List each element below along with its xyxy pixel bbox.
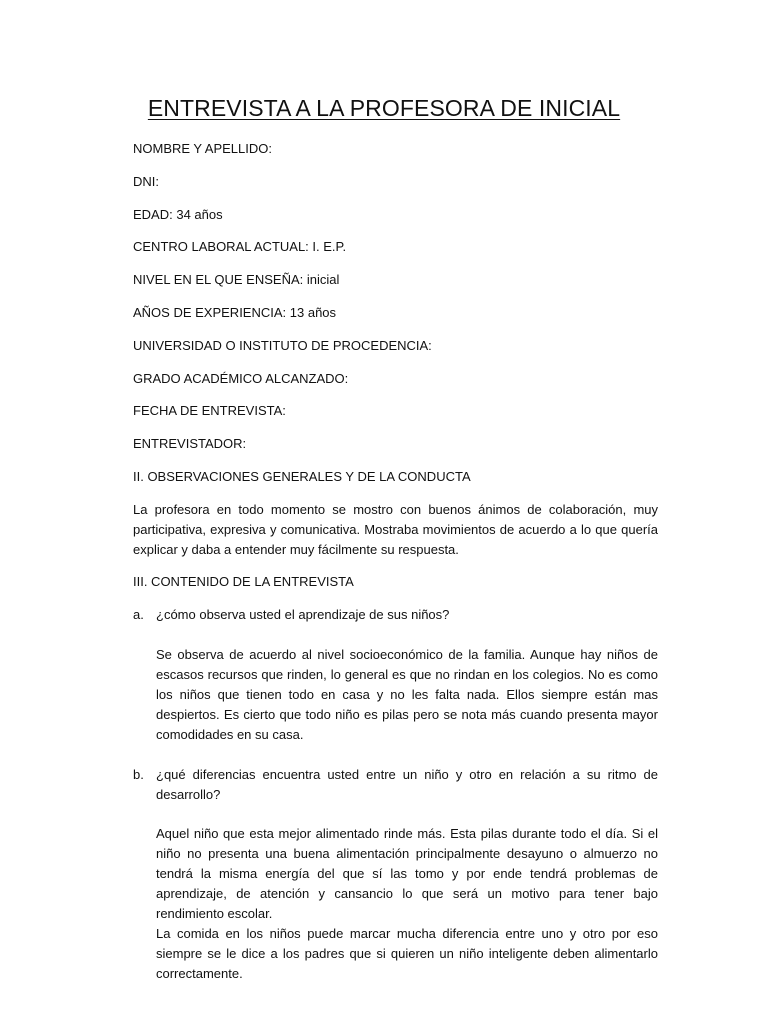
field-grado: GRADO ACADÉMICO ALCANZADO: bbox=[133, 371, 349, 386]
field-edad: EDAD: 34 años bbox=[133, 207, 223, 222]
answer-b-paragraph-2: La comida en los niños puede marcar mucha diferencia entre uno y otro por eso siempre se le dice a los padres que si quieren un niño inteligente deben alimentarlo correctamente. bbox=[156, 926, 658, 981]
field-universidad: UNIVERSIDAD O INSTITUTO DE PROCEDENCIA: bbox=[133, 338, 432, 353]
field-nivel: NIVEL EN EL QUE ENSEÑA: inicial bbox=[133, 272, 340, 287]
field-fecha: FECHA DE ENTREVISTA: bbox=[133, 403, 286, 418]
field-centro-laboral: CENTRO LABORAL ACTUAL: I. E.P. bbox=[133, 239, 347, 254]
field-dni: DNI: bbox=[133, 174, 159, 189]
field-entrevistador: ENTREVISTADOR: bbox=[133, 436, 247, 451]
question-b-marker: b. bbox=[133, 767, 144, 782]
document-title: ENTREVISTA A LA PROFESORA DE INICIAL bbox=[147, 95, 621, 121]
question-b-text: ¿qué diferencias encuentra usted entre un niño y otro en relación a su ritmo de desarrollo? bbox=[156, 767, 658, 802]
answer-a bbox=[156, 645, 658, 745]
field-nombre: NOMBRE Y APELLIDO: bbox=[133, 141, 272, 156]
section-3-heading: III. CONTENIDO DE LA ENTREVISTA bbox=[133, 574, 354, 589]
section-2-paragraph: La profesora en todo momento se mostro con buenos ánimos de colaboración, muy participativa, expresiva y comunicativa. Mostraba movimientos de acuerdo a lo que quería explicar y daba a entender muy fácilmente su respuesta. bbox=[133, 502, 658, 557]
answer-b-paragraph-1: Aquel niño que esta mejor alimentado rinde más. Esta pilas durante todo el día. Si el niño no presenta una buena alimentación principalmente desayuno o almuerzo no tendrá la misma energía del que sí las tomo y por ende tendrá problemas de aprendizaje, de atención y cansancio lo que será un motivo para tener bajo rendimiento escolar. bbox=[156, 826, 658, 921]
question-a-text: ¿cómo observa usted el aprendizaje de sus niños? bbox=[156, 607, 450, 622]
question-a-marker: a. bbox=[133, 607, 144, 622]
field-experiencia: AÑOS DE EXPERIENCIA: 13 años bbox=[133, 305, 337, 320]
answer-b bbox=[156, 824, 658, 984]
answer-a-paragraph: Se observa de acuerdo al nivel socioeconómico de la familia. Aunque hay niños de escasos recursos que rinden, lo general es que no rindan en los colegios. No es como los niños que tienen todo en casa y no les falta nada. Ellos siempre están mas despiertos. Es cierto que todo niño es pilas pero se nota más cuando presenta mayor comodidades en su casa. bbox=[156, 647, 658, 742]
section-2-heading: II. OBSERVACIONES GENERALES Y DE LA CONDUCTA bbox=[133, 469, 471, 484]
